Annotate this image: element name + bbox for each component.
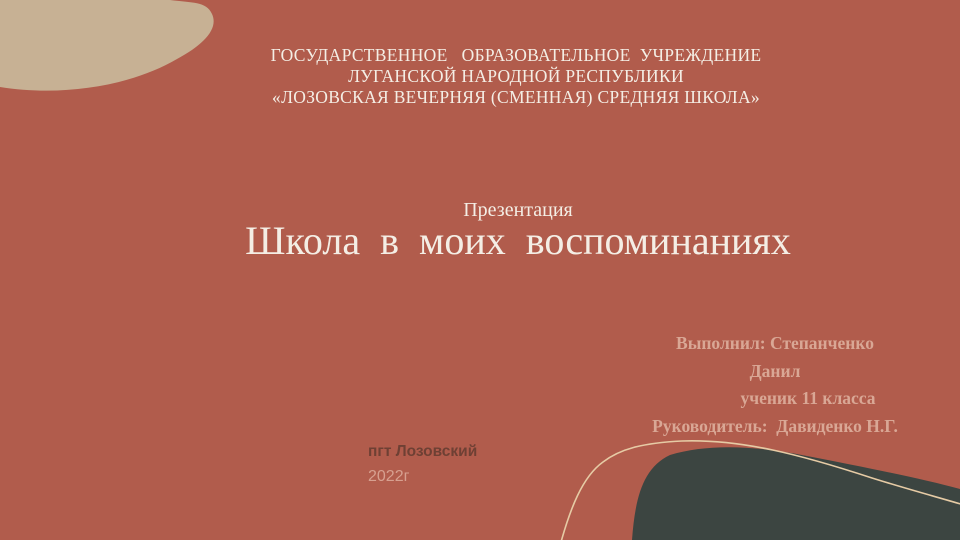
credits-author: Выполнил: Степанченко Данил bbox=[676, 333, 879, 381]
institution-line-3: «ЛОЗОВСКАЯ ВЕЧЕРНЯЯ (СМЕННАЯ) СРЕДНЯЯ ШКОЛА» bbox=[272, 87, 760, 107]
credits-class: ученик 11 класса bbox=[740, 388, 876, 408]
institution-line-2: ЛУГАНСКОЙ НАРОДНОЙ РЕСПУБЛИКИ bbox=[348, 66, 684, 86]
dark-blob-shape bbox=[632, 447, 960, 540]
slide-subtitle: Презентация bbox=[463, 199, 573, 221]
institution-line-1: ГОСУДАРСТВЕННОЕ ОБРАЗОВАТЕЛЬНОЕ УЧРЕЖДЕНИЕ bbox=[270, 45, 762, 65]
year-label: 2022г bbox=[368, 468, 410, 485]
slide-title: Школа в моих воспоминаниях bbox=[245, 218, 791, 263]
curved-line-decoration bbox=[561, 441, 960, 540]
location-label: пгт Лозовский bbox=[368, 443, 478, 460]
credits-supervisor: Руководитель: Давиденко Н.Г. bbox=[652, 415, 898, 436]
credits-block bbox=[650, 330, 900, 440]
institution-header bbox=[96, 45, 936, 108]
